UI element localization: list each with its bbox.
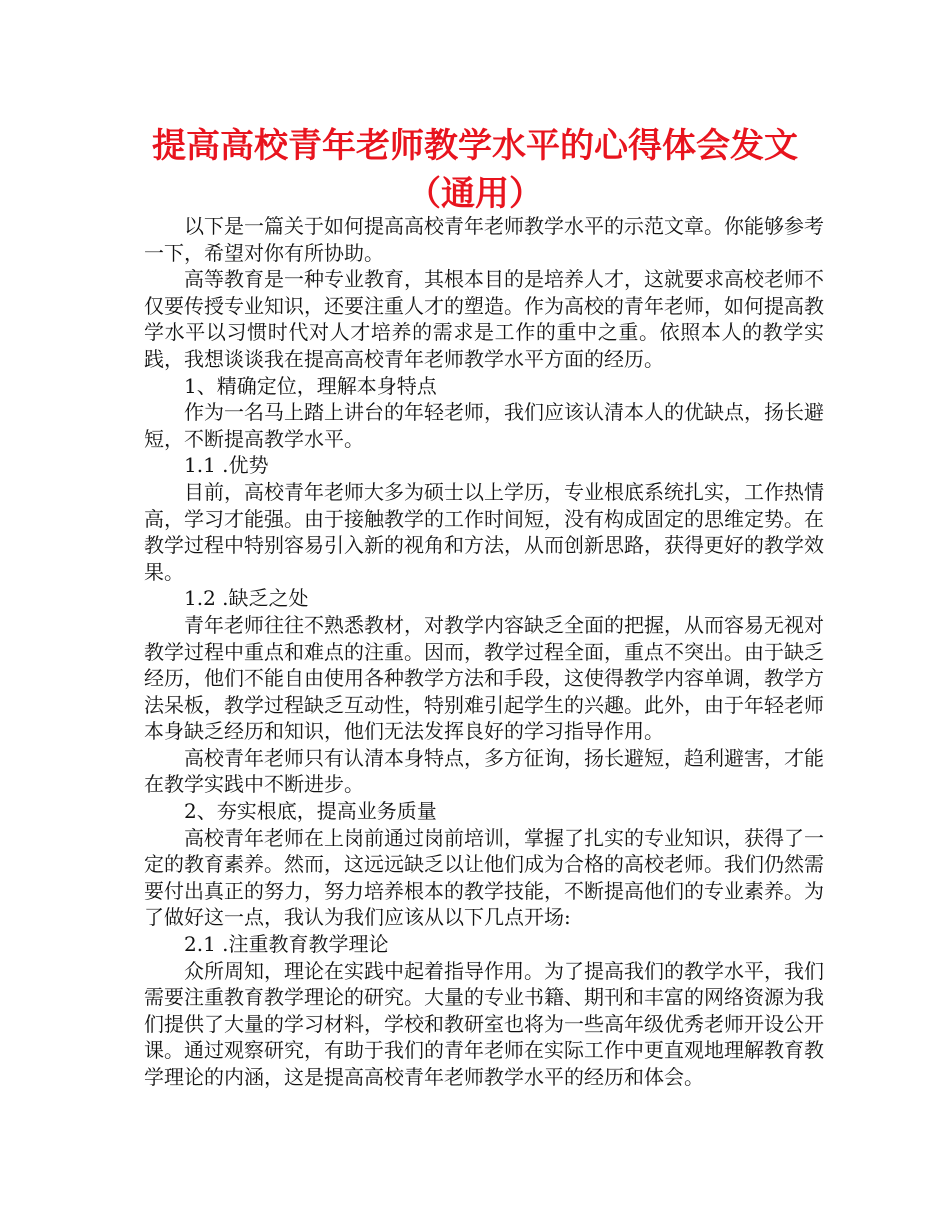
document-body: [144, 213, 824, 1091]
paragraph: 目前，高校青年老师大多为硕士以上学历，专业根底系统扎实，工作热情高，学习才能强。由于接触教学的工作时间短，没有构成固定的思维定势。在教学过程中特别容易引入新的视角和方法，从而创新思路，获得更好的教学效果。: [144, 479, 824, 584]
paragraph-intro: 以下是一篇关于如何提高高校青年老师教学水平的示范文章。你能够参考一下，希望对你有所协助。: [144, 214, 824, 265]
subsection-heading-2-1: 2.1 .注重教育教学理论: [184, 932, 389, 957]
paragraph: 高校青年老师在上岗前通过岗前培训，掌握了扎实的专业知识，获得了一定的教育素养。然而，这远远缺乏以让他们成为合格的高校老师。我们仍然需要付出真正的努力，努力培养根本的教学技能，不断提高他们的专业素养。为了做好这一点，我认为我们应该从以下几点开场:: [144, 825, 824, 930]
section-heading-1: 1、精确定位，理解本身特点: [184, 373, 437, 398]
paragraph: 高校青年老师只有认清本身特点，多方征询，扬长避短，趋利避害，才能在教学实践中不断进步。: [144, 745, 824, 797]
paragraph: 众所周知，理论在实践中起着指导作用。为了提高我们的教学水平，我们需要注重教育教学理论的研究。大量的专业书籍、期刊和丰富的网络资源为我们提供了大量的学习材料，学校和教研室也将为一些高年级优秀老师开设公开课。通过观察研究，有助于我们的青年老师在实际工作中更直观地理解教育教学理论的内涵，这是提高高校青年老师教学水平的经历和体会。: [144, 958, 824, 1089]
subsection-heading-1-2: 1.2 .缺乏之处: [184, 586, 309, 611]
document-title: 提高高校青年老师教学水平的心得体会发文（通用）: [152, 126, 798, 214]
subsection-heading-1-1: 1.1 .优势: [184, 453, 269, 478]
paragraph: 青年老师往往不熟悉教材，对教学内容缺乏全面的把握，从而容易无视对教学过程中重点和难点的注重。因而，教学过程全面，重点不突出。由于缺乏经历，他们不能自由使用各种教学方法和手段，这使得教学内容单调，教学方法呆板，教学过程缺乏互动性，特别难引起学生的兴趣。此外，由于年轻老师本身缺乏经历和知识，他们无法发挥良好的学习指导作用。: [144, 612, 824, 744]
paragraph-background: 高等教育是一种专业教育，其根本目的是培养人才，这就要求高校老师不仅要传授专业知识，还要注重人才的塑造。作为高校的青年老师，如何提高教学水平以习惯时代对人才培养的需求是工作的重中之重。依照本人的教学实践，我想谈谈我在提高高校青年老师教学水平方面的经历。: [144, 267, 824, 371]
paragraph: 作为一名马上踏上讲台的年轻老师，我们应该认清本人的优缺点，扬长避短，不断提高教学水平。: [144, 400, 824, 451]
section-heading-2: 2、夯实根底，提高业务质量: [184, 799, 437, 824]
